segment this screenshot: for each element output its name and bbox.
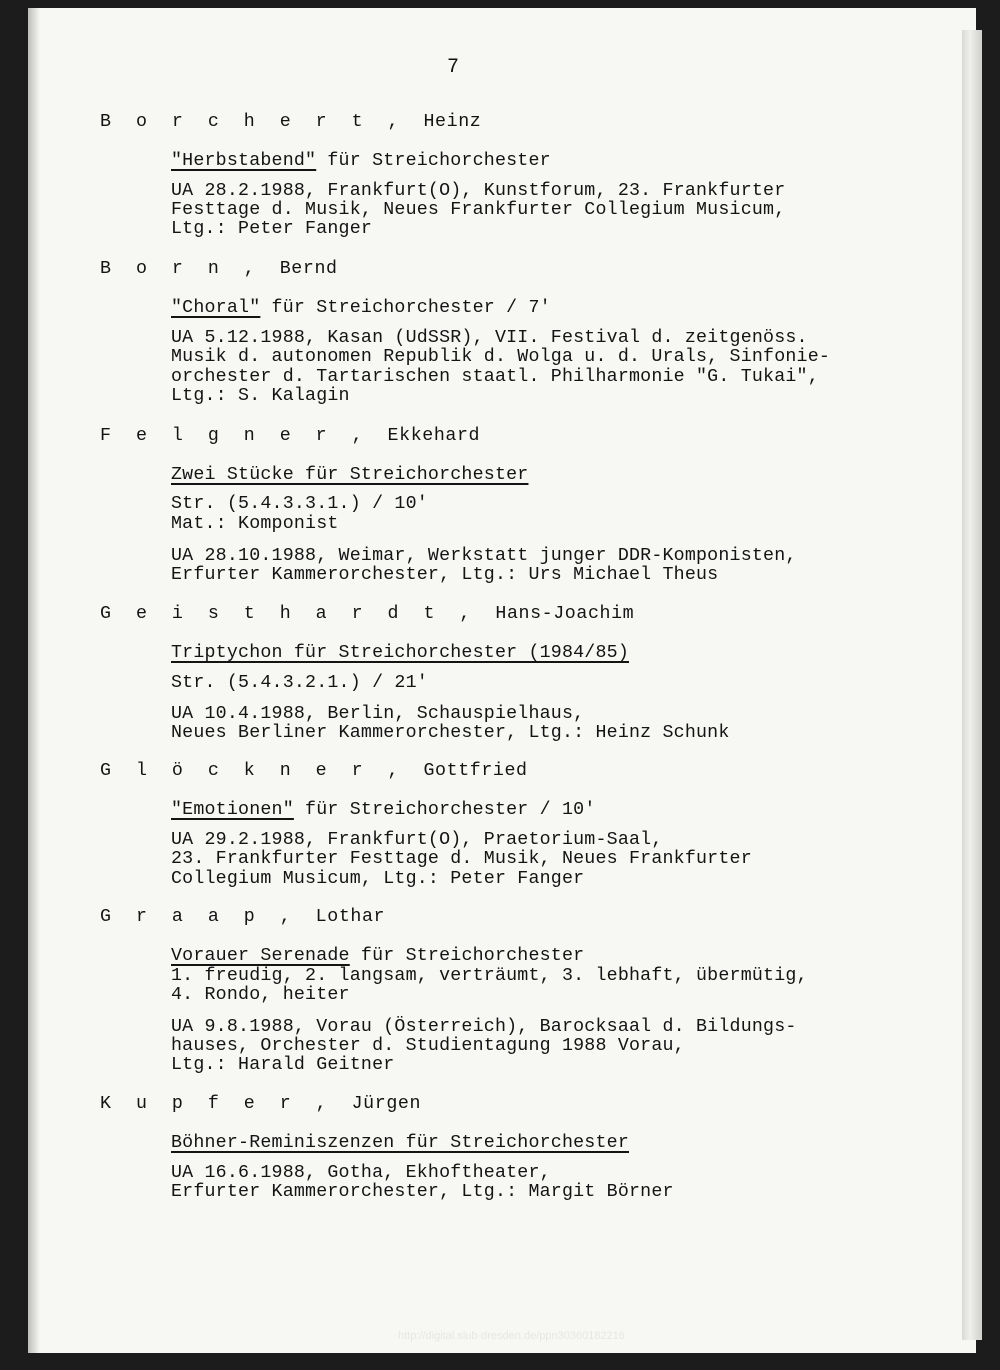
composer-name: B o r n , Bernd xyxy=(100,259,338,279)
composer-name: G r a a p , Lothar xyxy=(100,907,386,927)
work-detail-line: Festtage d. Musik, Neues Frankfurter Collegium Musicum, xyxy=(171,200,786,220)
work-title: Vorauer Serenade für Streichorchester xyxy=(171,946,585,966)
page-edge xyxy=(962,30,982,1340)
work-detail-line: UA 10.4.1988, Berlin, Schauspielhaus, xyxy=(171,704,585,724)
composer-name: G e i s t h a r d t , Hans-Joachim xyxy=(100,604,635,624)
work-detail-line: hauses, Orchester d. Studientagung 1988 Vorau, xyxy=(171,1036,685,1056)
work-detail-line: orchester d. Tartarischen staatl. Philharmonie "G. Tukai", xyxy=(171,367,819,387)
page-fold-shadow xyxy=(28,8,40,1353)
work-detail-line: Neues Berliner Kammerorchester, Ltg.: Heinz Schunk xyxy=(171,723,730,743)
work-detail-line: UA 16.6.1988, Gotha, Ekhoftheater, xyxy=(171,1163,551,1183)
work-detail-line: 1. freudig, 2. langsam, verträumt, 3. lebhaft, übermütig, xyxy=(171,966,808,986)
composer-name: B o r c h e r t , Heinz xyxy=(100,112,482,132)
work-detail-line: UA 28.2.1988, Frankfurt(O), Kunstforum, 23. Frankfurter xyxy=(171,181,786,201)
work-detail-line: Ltg.: Harald Geitner xyxy=(171,1055,395,1075)
work-detail-line: Erfurter Kammerorchester, Ltg.: Margit Börner xyxy=(171,1182,674,1202)
work-detail-line: Musik d. autonomen Republik d. Wolga u. d. Urals, Sinfonie- xyxy=(171,347,831,367)
work-detail-line: Ltg.: S. Kalagin xyxy=(171,386,350,406)
composer-name: F e l g n e r , Ekkehard xyxy=(100,426,481,446)
work-detail-line: Str. (5.4.3.2.1.) / 21' xyxy=(171,673,428,693)
composer-name: G l ö c k n e r , Gottfried xyxy=(100,761,528,781)
source-watermark: http://digital.slub-dresden.de/ppn30360182216 xyxy=(398,1330,625,1342)
work-title: "Choral" für Streichorchester / 7' xyxy=(171,298,551,318)
page-number: 7 xyxy=(447,56,460,79)
work-detail-line: 23. Frankfurter Festtage d. Musik, Neues Frankfurter xyxy=(171,849,752,869)
work-detail-line: UA 28.10.1988, Weimar, Werkstatt junger DDR-Komponisten, xyxy=(171,546,797,566)
work-detail-line: UA 5.12.1988, Kasan (UdSSR), VII. Festival d. zeitgenöss. xyxy=(171,328,808,348)
work-title: "Emotionen" für Streichorchester / 10' xyxy=(171,800,596,820)
work-detail-line: UA 29.2.1988, Frankfurt(O), Praetorium-Saal, xyxy=(171,830,663,850)
work-detail-line: Collegium Musicum, Ltg.: Peter Fanger xyxy=(171,869,585,889)
work-detail-line: Erfurter Kammerorchester, Ltg.: Urs Michael Theus xyxy=(171,565,719,585)
composer-name: K u p f e r , Jürgen xyxy=(100,1094,422,1114)
work-title: Zwei Stücke für Streichorchester xyxy=(171,465,529,485)
work-detail-line: Ltg.: Peter Fanger xyxy=(171,219,373,239)
work-detail-line: UA 9.8.1988, Vorau (Österreich), Barocksaal d. Bildungs- xyxy=(171,1017,797,1037)
work-title: "Herbstabend" für Streichorchester xyxy=(171,151,551,171)
work-detail-line: 4. Rondo, heiter xyxy=(171,985,350,1005)
work-detail-line: Str. (5.4.3.3.1.) / 10' xyxy=(171,494,428,514)
work-detail-line: Mat.: Komponist xyxy=(171,514,339,534)
work-title: Böhner-Reminiszenzen für Streichorchester xyxy=(171,1133,629,1153)
work-title: Triptychon für Streichorchester (1984/85) xyxy=(171,643,629,663)
